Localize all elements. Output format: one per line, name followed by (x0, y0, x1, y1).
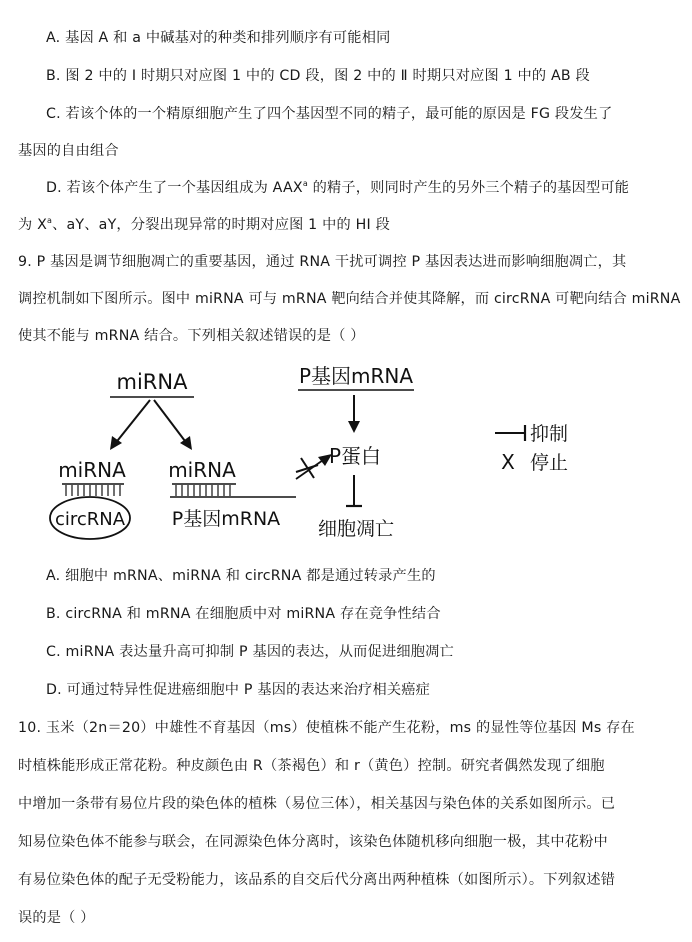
diagram-p-protein-label: P蛋白 (328, 444, 382, 468)
legend-stop-label: 停止 (530, 452, 569, 474)
q9-stem-line3: 使其不能与 mRNA 结合。下列相关叙述错误的是（ ） (18, 328, 365, 344)
q10-stem-line2: 时植株能形成正常花粉。种皮颜色由 R（茶褐色）和 r（黄色）控制。研究者偶然发现了细胞 (18, 758, 605, 774)
q8-option-d-text-c: 为 X (18, 217, 48, 233)
superscript-a: a (302, 179, 308, 188)
q10-stem-line3: 中增加一条带有易位片段的染色体的植株（易位三体），相关基因与染色体的关系如图所示。已 (18, 796, 616, 812)
legend-inhibit-label: 抑制 (530, 423, 569, 445)
q9-option-c: C. miRNA 表达量升高可抑制 P 基因的表达，从而促进细胞凋亡 (46, 644, 454, 660)
diagram-translation-arrowhead (348, 421, 360, 433)
diagram-left-base-pairs (66, 485, 120, 496)
q9-option-b: B. circRNA 和 mRNA 在细胞质中对 miRNA 存在竞争性结合 (46, 606, 441, 622)
diagram-p-mrna-top-label: P基因mRNA (298, 364, 414, 388)
legend-stop-symbol: X (501, 450, 515, 474)
diagram-mid-mirna-label: miRNA (168, 458, 236, 482)
q8-option-d-text-b: 的精子，则同时产生的另外三个精子的基因型可能 (307, 180, 630, 196)
q8-option-b: B. 图 2 中的 Ⅰ 时期只对应图 1 中的 CD 段，图 2 中的 Ⅱ 时期只对应图 1 中的 AB 段 (46, 68, 590, 84)
q9-option-d: D. 可通过特异性促进癌细胞中 P 基因的表达来治疗相关癌症 (46, 682, 431, 698)
diagram-circrna-label: circRNA (54, 509, 126, 530)
diagram-left-mirna-label: miRNA (58, 458, 126, 482)
q9-option-a: A. 细胞中 mRNA、miRNA 和 circRNA 都是通过转录产生的 (46, 568, 436, 584)
q10-stem-line6: 误的是（ ） (18, 910, 95, 926)
q9-stem-line2: 调控机制如下图所示。图中 miRNA 可与 mRNA 靶向结合并使其降解，而 circRNA 可靶向结合 miRNA (18, 291, 681, 307)
q8-option-d-text-a: D. 若该个体产生了一个基因组成为 AAX (46, 180, 303, 196)
q8-option-c-line2: 基因的自由组合 (18, 143, 119, 159)
superscript-a-2: a (47, 216, 53, 225)
q9-stem-line1: 9. P 基因是调节细胞凋亡的重要基因，通过 RNA 干扰可调控 P 基因表达进而影响细胞凋亡，其 (18, 254, 627, 270)
diagram-arrow-right (154, 400, 188, 445)
q8-option-c-line1: C. 若该个体的一个精原细胞产生了四个基因型不同的精子，最可能的原因是 FG 段发生了 (46, 106, 613, 122)
q9-regulation-diagram (0, 355, 692, 555)
q8-option-d-text-d: 、aY、aY，分裂出现异常的时期对应图 1 中的 HI 段 (52, 217, 390, 233)
diagram-apoptosis-label: 细胞凋亡 (317, 518, 395, 540)
q10-stem-line1: 10. 玉米（2n＝20）中雄性不育基因（ms）使植株不能产生花粉，ms 的显性等位基因 Ms 存在 (18, 720, 635, 736)
q8-option-d-line1 (46, 178, 629, 198)
q8-option-d-line2 (18, 215, 390, 235)
q10-stem-line5: 有易位染色体的配子无受粉能力，该品系的自交后代分离出两种植株（如图所示）。下列叙述错 (18, 872, 616, 888)
q8-option-a: A. 基因 A 和 a 中碱基对的种类和排列顺序有可能相同 (46, 30, 391, 46)
diagram-arrow-left (114, 400, 150, 445)
diagram-top-mirna-label: miRNA (116, 370, 188, 394)
q10-stem-line4: 知易位染色体不能参与联会，在同源染色体分离时，该染色体随机移向细胞一极，其中花粉中 (18, 834, 608, 850)
diagram-p-mrna-bottom-label: P基因mRNA (171, 508, 281, 530)
diagram-mid-base-pairs (176, 485, 230, 496)
